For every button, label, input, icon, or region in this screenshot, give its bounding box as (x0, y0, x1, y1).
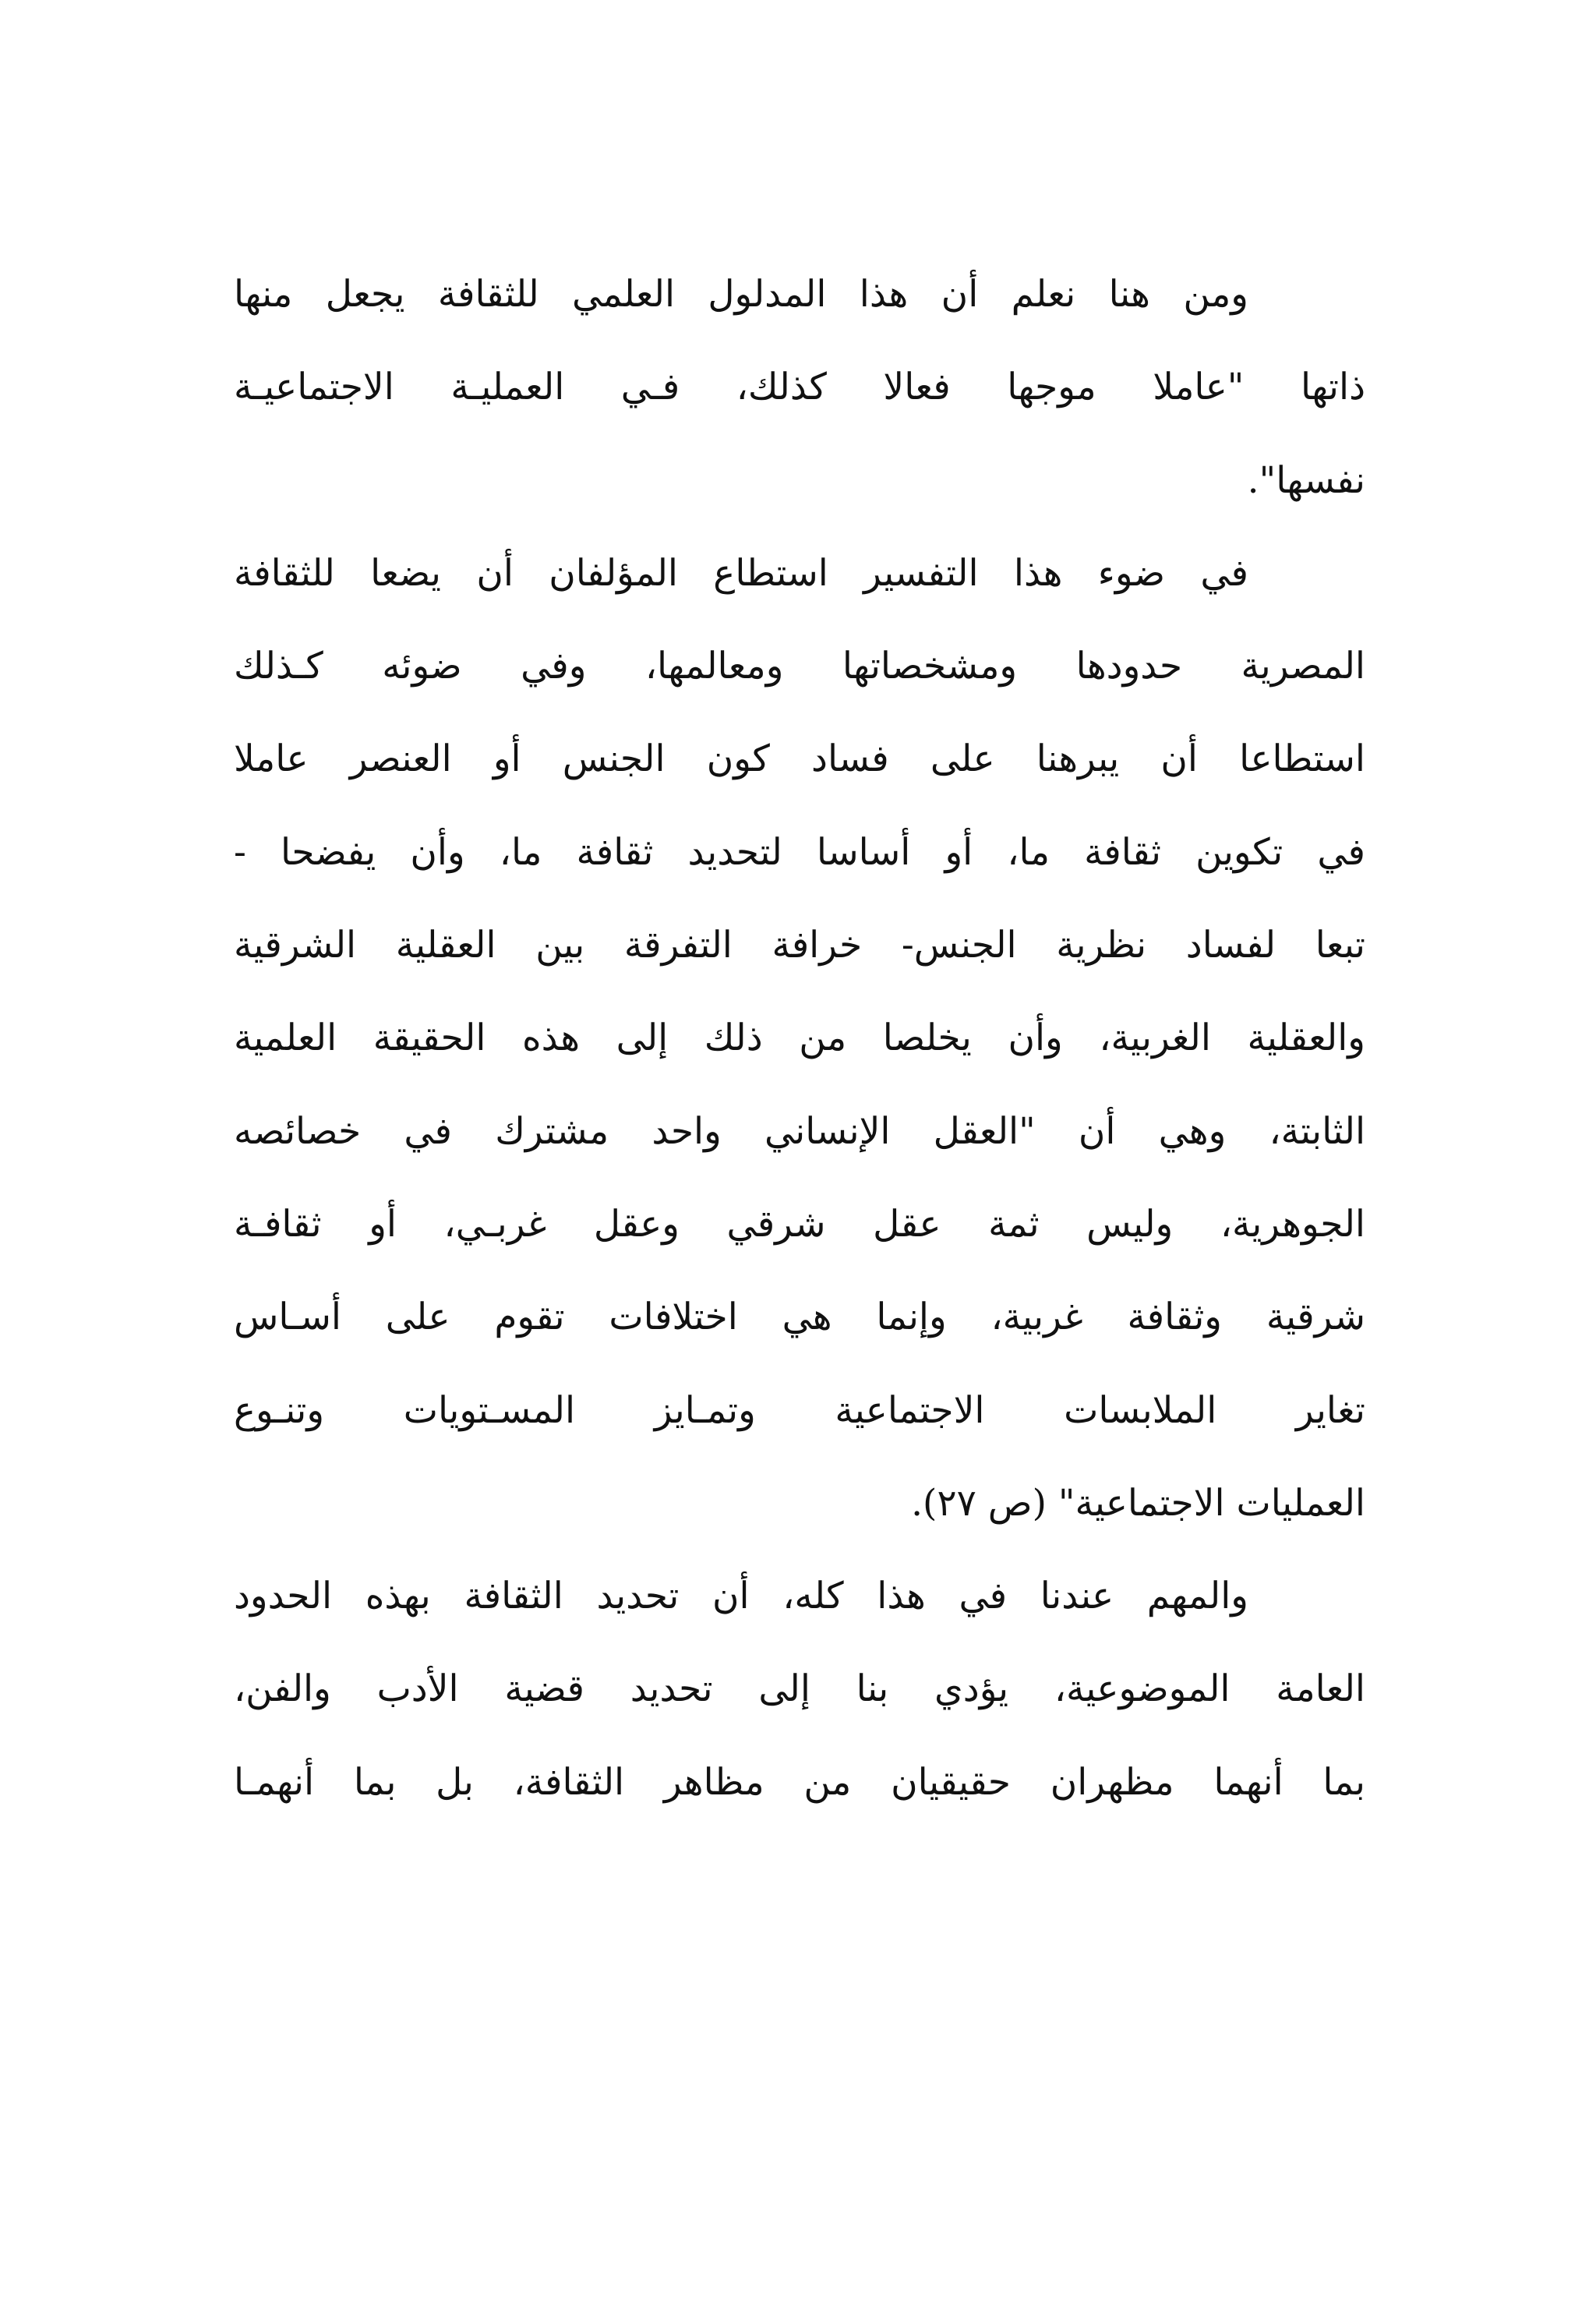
paragraph-2 (234, 527, 1365, 1550)
text-line: استطاعا أن يبرهنا على فساد كون الجنس أو العنصر عاملا (234, 737, 1365, 781)
text-line: في تكوين ثقافة ما، أو أساسا لتحديد ثقافة ما، وأن يفضحا - (234, 830, 1365, 874)
text-line: تغاير الملابسات الاجتماعية وتمـايز المسـتويات وتنـوع (234, 1388, 1365, 1432)
paragraph-1 (234, 248, 1365, 527)
text-line: في ضوء هذا التفسير استطاع المؤلفان أن يضعا للثقافة (234, 551, 1248, 595)
text-line: شرقية وثقافة غربية، وإنما هي اختلافات تقوم على أسـاس (234, 1296, 1365, 1339)
text-line: الثابتة، وهي أن "العقل الإنساني واحد مشترك في خصائصه (234, 1109, 1365, 1153)
text-line: العمليات الاجتماعية" (ص ٢٧). (911, 1481, 1365, 1525)
body-text (234, 248, 1365, 1829)
text-line: ومن هنا نعلم أن هذا المدلول العلمي للثقافة يجعل منها (234, 273, 1248, 316)
text-line: العامة الموضوعية، يؤدي بنا إلى تحديد قضية الأدب والفن، (234, 1667, 1365, 1711)
text-line: والمهم عندنا في هذا كله، أن تحديد الثقافة بهذه الحدود (234, 1575, 1248, 1618)
text-line: نفسها". (1247, 458, 1365, 502)
text-line: ذاتها "عاملا موجها فعالا كذلك، فـي العمليـة الاجتماعيـة (234, 366, 1365, 409)
text-line: والعقلية الغربية، وأن يخلصا من ذلك إلى هذه الحقيقة العلمية (234, 1016, 1365, 1060)
text-line: المصرية حدودها ومشخصاتها ومعالمها، وفي ضوئه كـذلك (234, 645, 1365, 688)
text-line: تبعا لفساد نظرية الجنس- خرافة التفرقة بين العقلية الشرقية (234, 924, 1365, 967)
text-line: الجوهرية، وليس ثمة عقل شرقي وعقل غربـي، أو ثقافـة (234, 1202, 1365, 1246)
paragraph-3 (234, 1550, 1365, 1829)
text-line: بما أنهما مظهران حقيقيان من مظاهر الثقافة، بل بما أنهمـا (234, 1760, 1365, 1804)
